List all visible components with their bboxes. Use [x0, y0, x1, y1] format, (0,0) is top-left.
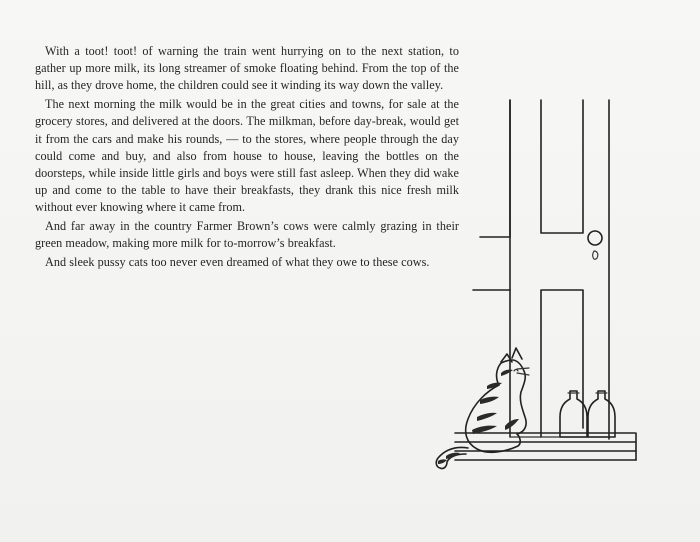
story-paragraph-2: The next morning the milk would be in the great cities and towns, for sale at the grocery stores, and delivered at the doors. The milkman, before day-break, would get it from the cars and make his rounds, — to the stores, where people through the day could come and buy, and also from house to house, leaving the bottles on the doorsteps, while inside little girls and boys were still fast asleep. When they did wake up and come to the table to have their breakfasts, they drank this nice fresh milk without ever knowing where it came from.	[35, 97, 459, 215]
story-paragraph-3: And far away in the country Farmer Brown’s cows were calmly grazing in their green meadow, making more milk for to-morrow’s breakfast.	[35, 219, 459, 251]
story-paragraph-1: With a toot! toot! of warning the train went hurrying on to the next station, to gather up more milk, its long streamer of smoke floating behind. From the top of the hill, as they drove home, the children could see it winding its way down the valley.	[35, 44, 459, 93]
door-knob	[588, 231, 602, 259]
door-cat-illustration	[425, 92, 675, 482]
milk-bottles	[560, 391, 615, 437]
story-paragraph-4: And sleek pussy cats too never even dreamed of what they owe to these cows.	[45, 254, 430, 269]
story-text	[35, 43, 459, 273]
line-drawing	[425, 92, 675, 482]
